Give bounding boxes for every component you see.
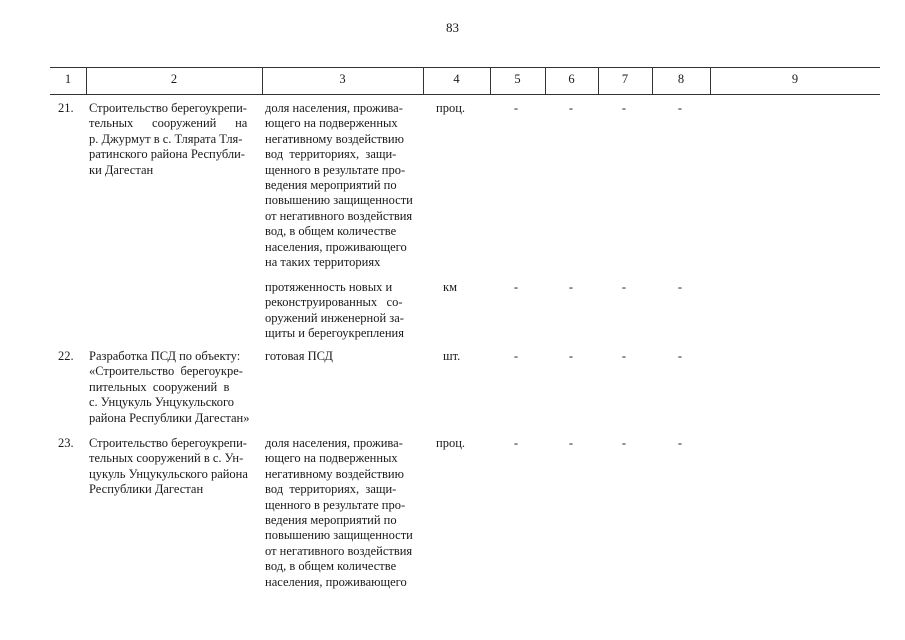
text-line: цукуль Унцукульского района [89, 466, 248, 481]
text-line: ведения мероприятий по [265, 178, 397, 193]
text-line: повышению защищенности [265, 193, 413, 208]
value-dash: - [621, 280, 627, 294]
text-line: «Строительство берегоукре- [89, 364, 243, 379]
value-dash: - [677, 349, 683, 363]
unit: км [443, 280, 457, 294]
column-header: 8 [677, 72, 685, 86]
text-line: населения, проживающего [265, 574, 407, 589]
column-header: 3 [339, 72, 346, 86]
text-line: ведения мероприятий по [265, 513, 397, 528]
text-line: ющего на подверженных [265, 116, 398, 131]
project-name [89, 101, 247, 178]
column-header: 1 [64, 72, 72, 86]
text-line: доля населения, прожива- [265, 101, 403, 115]
text-line: от негативного воздействия [265, 543, 413, 558]
header-top-rule [50, 67, 880, 68]
indicator-name [265, 436, 413, 590]
value-dash: - [621, 101, 627, 115]
text-line: протяженность новых и [265, 280, 393, 294]
text-line: щиты и берегоукрепления [265, 326, 404, 341]
text-line: тельных сооружений в с. Ун- [89, 451, 244, 466]
column-header: 7 [621, 72, 629, 86]
row-number: 21. [58, 101, 74, 115]
text-line: с. Унцукуль Унцукульского [89, 395, 235, 410]
value-dash: - [513, 349, 519, 363]
column-header: 5 [514, 72, 521, 86]
text-line: негативному воздействию [265, 466, 404, 481]
row-number: 23. [58, 436, 74, 450]
value-dash: - [568, 436, 574, 450]
column-header: 4 [453, 72, 460, 86]
header-bottom-rule [50, 94, 880, 95]
text-line: повышению защищенности [265, 528, 413, 543]
indicator-name [265, 280, 404, 342]
value-dash: - [621, 349, 627, 363]
text-line: Разработка ПСД по объекту: [89, 349, 241, 363]
unit: шт. [443, 349, 461, 363]
text-line: р. Джурмут в с. Тлярата Тля- [89, 131, 243, 146]
value-dash: - [513, 101, 519, 115]
value-dash: - [621, 436, 627, 450]
text-line: ратинского района Республи- [89, 147, 245, 162]
text-line: района Республики Дагестан» [89, 410, 250, 425]
value-dash: - [513, 280, 519, 294]
text-line: щенного в результате про- [265, 162, 406, 177]
text-line: вод, в общем количестве [265, 224, 397, 239]
indicator-name [265, 101, 413, 270]
text-line: пительных сооружений в [89, 379, 230, 394]
text-line: готовая ПСД [265, 349, 333, 363]
text-line: вод, в общем количестве [265, 559, 397, 574]
text-line: вод территориях, защи- [265, 482, 397, 497]
text-line: щенного в результате про- [265, 497, 406, 512]
text-line: тельных сооружений на [89, 116, 248, 131]
page-number: 83 [446, 20, 459, 35]
value-dash: - [677, 101, 683, 115]
text-line: ки Дагестан [89, 162, 154, 177]
indicator-name [265, 349, 333, 364]
text-line: на таких территориях [265, 255, 381, 270]
text-line: населения, проживающего [265, 239, 407, 254]
text-line: вод территориях, защи- [265, 147, 397, 162]
project-name [89, 436, 248, 498]
text-line: реконструированных со- [265, 295, 403, 310]
text-line: ющего на подверженных [265, 451, 398, 466]
text-line: оружений инженерной за- [265, 310, 404, 325]
column-header: 9 [791, 72, 799, 86]
value-dash: - [677, 436, 683, 450]
unit: проц. [436, 436, 466, 450]
column-header: 2 [170, 72, 178, 86]
text-line: Строительство берегоукрепи- [89, 101, 247, 115]
row-number: 22. [58, 349, 74, 363]
text-line: от негативного воздействия [265, 208, 413, 223]
text-line: Республики Дагестан [89, 482, 204, 497]
value-dash: - [568, 349, 574, 363]
value-dash: - [513, 436, 519, 450]
value-dash: - [568, 101, 574, 115]
text-line: негативному воздействию [265, 131, 404, 146]
value-dash: - [677, 280, 683, 294]
project-name [89, 349, 249, 426]
unit: проц. [436, 101, 466, 115]
text-line: Строительство берегоукрепи- [89, 436, 247, 450]
text-line: доля населения, прожива- [265, 436, 403, 450]
value-dash: - [568, 280, 574, 294]
column-header: 6 [568, 72, 575, 86]
